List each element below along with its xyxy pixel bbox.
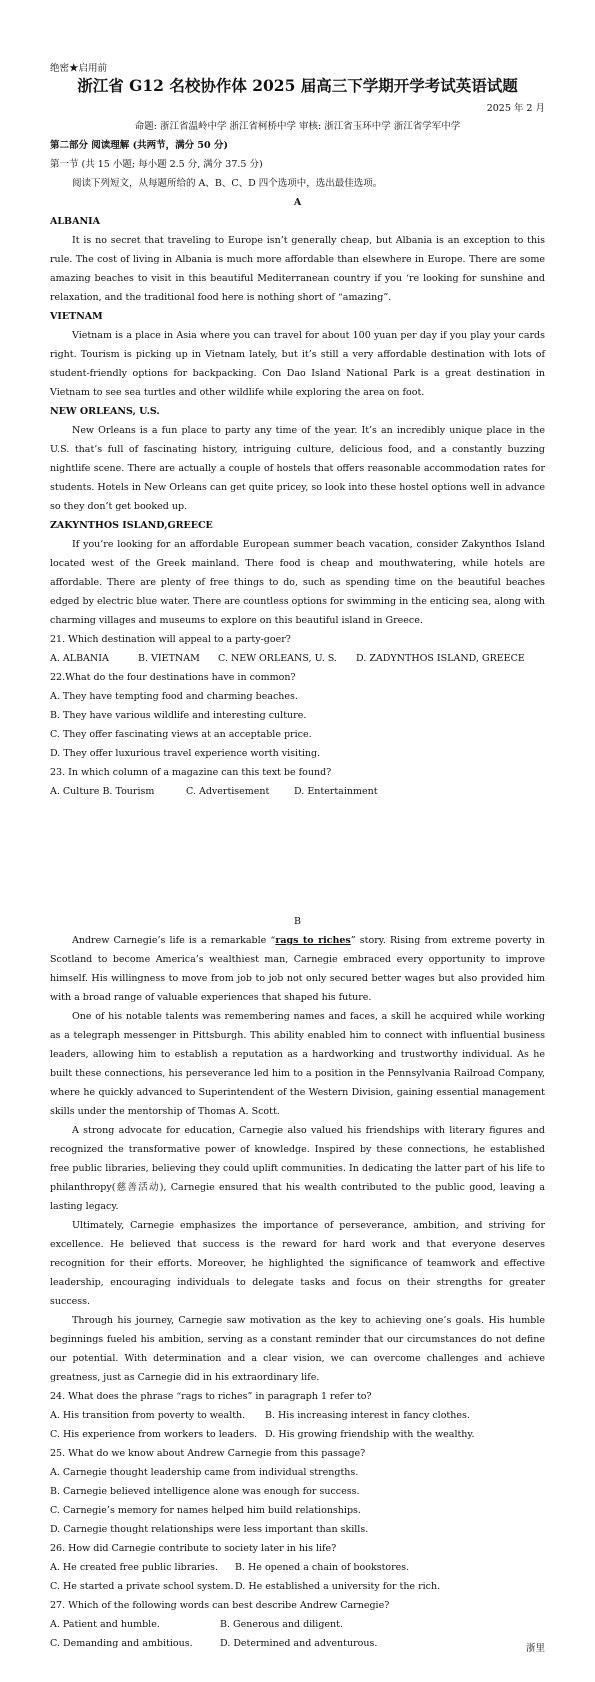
option-d: D. Entertainment	[294, 786, 378, 797]
exam-authors: 命题: 浙江省温岭中学 浙江省柯桥中学 审核: 浙江省玉环中学 浙江省学军中学	[134, 121, 461, 132]
option-ab: A. Culture B. Tourism	[50, 786, 155, 797]
option-a: A. He created free public libraries.	[50, 1562, 218, 1573]
option-c: C. Demanding and ambitious.	[50, 1638, 193, 1649]
destination-text: If you’re looking for an affordable European summer beach vacation, consider Zakynthos Island located west of the Greek mainland. There food is cheap and mouthwatering, while hotels are affordable. There are plenty of free things to do, such as spending time on the beautiful beaches edged by electric blue water. There are countless options for swimming in the enticing sea, along with charming villages and museums to explore on this beautiful island in Greece.	[50, 539, 545, 626]
destination-text: It is no secret that traveling to Europe isn’t generally cheap, but Albania is an exception to this rule. The cost of living in Albania is much more affordable than elsewhere in Europe. There are some amazing beaches to visit in this beautiful Mediterranean country if you ‘re looking for sunshine and relaxation, and the traditional food here is nothing short of “amazing”.	[50, 235, 545, 303]
passage-b-paragraph-4: Ultimately, Carnegie emphasizes the importance of perseverance, ambition, and striving for excellence. He believed that success is the reward for hard work and that everyone deserves recognition for their efforts. Moreover, he highlighted the significance of teamwork and effective leadership, encouraging individuals to delegate tasks and focus on their strengths for greater success.	[50, 1220, 545, 1307]
question-24: 24. What does the phrase “rags to riches” in paragraph 1 refer to?	[50, 1391, 372, 1402]
option-b: B. They have various wildlife and interesting culture.	[50, 710, 307, 721]
option-a: A. They have tempting food and charming beaches.	[50, 691, 298, 702]
question-24-options-2	[50, 1425, 545, 1444]
question-21-options	[50, 649, 545, 668]
passage-b	[50, 912, 545, 1653]
option-c: C. He started a private school system.	[50, 1581, 234, 1592]
question-25: 25. What do we know about Andrew Carnegie from this passage?	[50, 1448, 366, 1459]
page-footer: 浙里	[525, 1643, 545, 1654]
option-a: A. His transition from poverty to wealth.	[50, 1410, 246, 1421]
option-b: B. Generous and diligent.	[220, 1619, 343, 1630]
option-d: D. His growing friendship with the wealthy.	[265, 1429, 475, 1440]
destination-heading: ALBANIA	[50, 216, 100, 227]
option-d: D. Determined and adventurous.	[220, 1638, 378, 1649]
option-c: C. Carnegie’s memory for names helped him build relationships.	[50, 1505, 361, 1516]
question-21: 21. Which destination will appeal to a party-goer?	[50, 634, 291, 645]
passage-a	[50, 193, 545, 801]
question-24-options	[50, 1406, 545, 1425]
option-c: C. Advertisement	[186, 786, 270, 797]
destination-text: Vietnam is a place in Asia where you can travel for about 100 yuan per day if you play your cards right. Tourism is picking up in Vietnam lately, but it’s still a very affordable destination with lots of student-friendly options for backpacking. Con Dao Island National Park is a great destination in Vietnam to see sea turtles and other wildlife while exploring the area on foot.	[50, 330, 545, 398]
question-26-options	[50, 1558, 545, 1577]
option-a: A. Patient and humble.	[50, 1619, 160, 1630]
option-d: D. Carnegie thought relationships were less important than skills.	[50, 1524, 369, 1535]
p1-after: ” story. Rising from extreme poverty in Scotland to become America’s wealthiest man, Carnegie embraced every opportunity to improve himself. His willingness to move from job to job not only secured better wages but also provided him with a broad range of valuable experiences that shaped his future.	[50, 935, 545, 1003]
section-one-info: 第一节 (共 15 小题; 每小题 2.5 分, 满分 37.5 分)	[50, 159, 263, 170]
question-27: 27. Which of the following words can best describe Andrew Carnegie?	[50, 1600, 390, 1611]
option-b: B. Carnegie believed intelligence alone was enough for success.	[50, 1486, 360, 1497]
destination-heading: NEW ORLEANS, U.S.	[50, 406, 160, 417]
question-27-options	[50, 1615, 545, 1634]
passage-b-paragraph-2: One of his notable talents was remembering names and faces, a skill he acquired while working as a telegraph messenger in Pittsburgh. This ability enabled him to connect with influential business leaders, allowing him to establish a reputation as a hardworking and trustworthy individual. As he built these connections, his perseverance led him to a position in the Pennsylvania Railroad Company, where he quickly advanced to Superintendent of the Western Division, gaining essential management skills under the mentorship of Thomas A. Scott.	[50, 1011, 545, 1117]
option-b: B. He opened a chain of bookstores.	[235, 1562, 410, 1573]
destination-text: New Orleans is a fun place to party any time of the year. It’s an incredibly unique place in the U.S. that’s full of fascinating history, intriguing culture, delicious food, and a constantly buzzing nightlife scene. There are actually a couple of hostels that offers reasonable accommodation rates for students. Hotels in New Orleans can get quite pricey, so look into these hostel options well in advance so they don’t get booked up.	[50, 425, 545, 512]
option-a: A. Carnegie thought leadership came from individual strengths.	[50, 1467, 359, 1478]
destination-heading: VIETNAM	[50, 311, 103, 322]
question-27-options-2	[50, 1634, 545, 1653]
option-d: D. They offer luxurious travel experience worth visiting.	[50, 748, 321, 759]
question-26: 26. How did Carnegie contribute to society later in his life?	[50, 1543, 337, 1554]
p1-before: Andrew Carnegie’s life is a remarkable “	[72, 935, 276, 946]
passage-b-paragraph-1	[50, 931, 545, 1007]
instruction: 阅读下列短文，从每题所给的 A、B、C、D 四个选项中，选出最佳选项。	[72, 178, 383, 189]
option-b: B. VIETNAM	[138, 653, 200, 664]
option-d: D. ZADYNTHOS ISLAND, GREECE	[356, 653, 525, 664]
passage-a-label: A	[293, 197, 302, 208]
key-phrase: rags to riches	[275, 935, 351, 946]
question-22: 22.What do the four destinations have in common?	[50, 672, 296, 683]
exam-date: 2025 年 2 月	[486, 103, 545, 114]
option-b: B. His increasing interest in fancy clothes.	[265, 1410, 470, 1421]
question-26-options-2	[50, 1577, 545, 1596]
passage-b-paragraph-3: A strong advocate for education, Carnegie also valued his friendships with literary figures and recognized the transformative power of knowledge. Inspired by these connections, he established free public libraries, believing they could uplift communities. In dedicating the latter part of his life to philanthropy(慈善活动), Carnegie ensured that his wealth contributed to the public good, leaving a lasting legacy.	[50, 1125, 545, 1212]
option-d: D. He established a university for the rich.	[235, 1581, 441, 1592]
option-c: C. They offer fascinating views at an acceptable price.	[50, 729, 312, 740]
passage-b-label: B	[294, 916, 301, 927]
passage-b-paragraph-5: Through his journey, Carnegie saw motivation as the key to achieving one’s goals. His humble beginnings fueled his ambition, serving as a constant reminder that our circumstances do not define our potential. With determination and a clear vision, we can overcome challenges and achieve greatness, just as Carnegie did in his extraordinary life.	[50, 1315, 545, 1383]
part-heading: 第二部分 阅读理解 (共两节，满分 50 分)	[50, 140, 228, 151]
question-23: 23. In which column of a magazine can this text be found?	[50, 767, 332, 778]
option-c: C. His experience from workers to leaders.	[50, 1429, 258, 1440]
option-c: C. NEW ORLEANS, U. S.	[218, 653, 337, 664]
part-two-header	[50, 136, 545, 193]
secret-label: 绝密★启用前	[50, 63, 108, 74]
option-a: A. ALBANIA	[50, 653, 109, 664]
destination-heading: ZAKYNTHOS ISLAND,GREECE	[50, 520, 213, 531]
exam-title: 浙江省 G12 名校协作体 2025 届高三下学期开学考试英语试题	[77, 76, 518, 95]
question-23-options	[50, 782, 545, 801]
